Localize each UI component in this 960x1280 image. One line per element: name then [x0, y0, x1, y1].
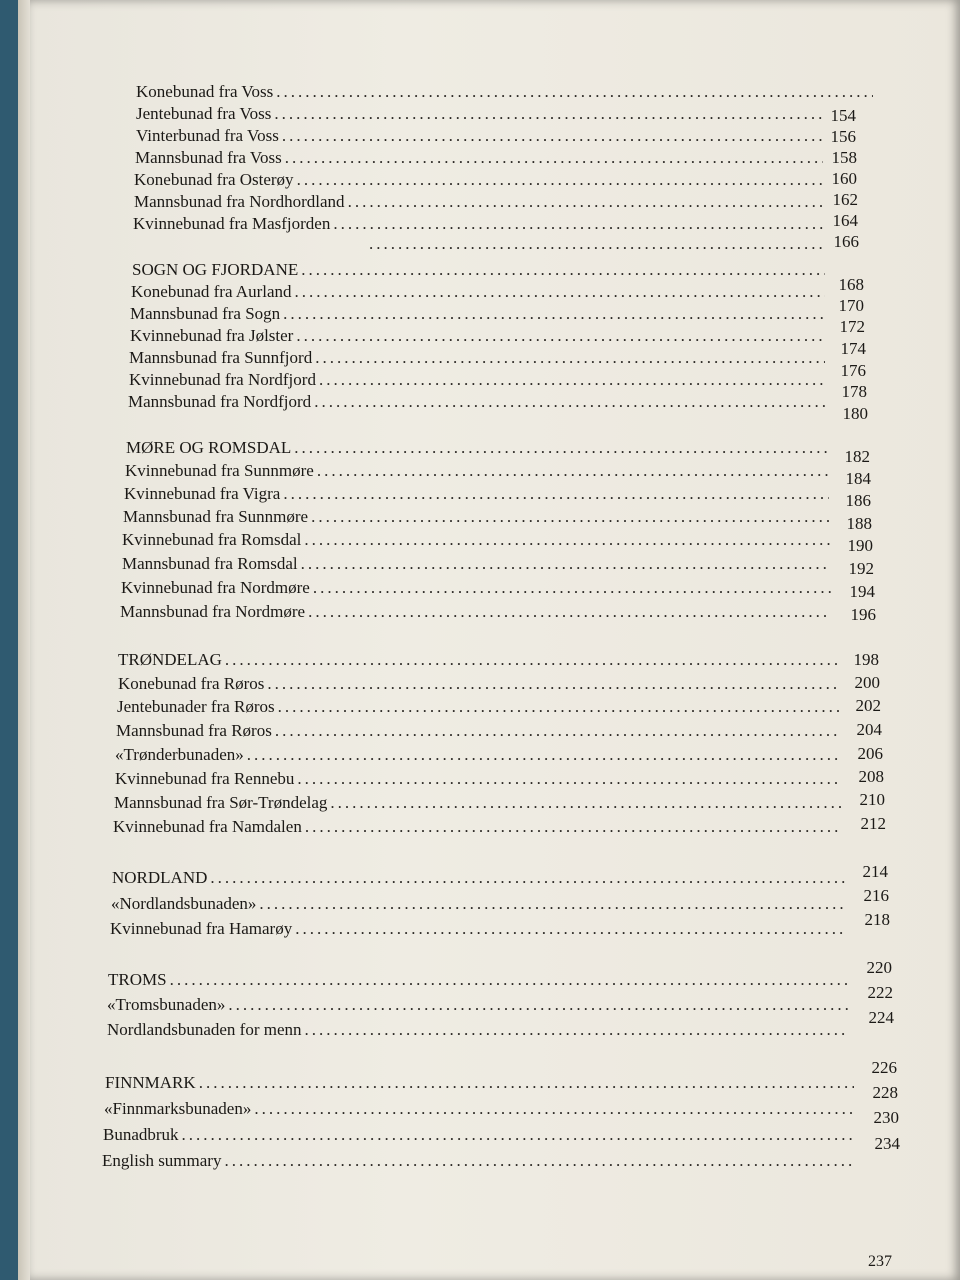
toc-entry-label: Mannsbunad fra Nordhordland	[134, 192, 345, 211]
page-number-ref: 202	[855, 696, 881, 715]
toc-entry-label: Kvinnebunad fra Vigra	[124, 484, 281, 503]
toc-entry	[134, 190, 826, 214]
toc-entry	[102, 1149, 857, 1173]
section-label: TROMS	[108, 970, 167, 989]
page-number-ref: 220	[866, 958, 892, 977]
toc-entry	[135, 146, 826, 170]
page-number-ref: 206	[857, 744, 883, 763]
toc-entry	[131, 280, 828, 304]
dot-leader	[170, 968, 849, 992]
page-number-ref: 174	[840, 339, 866, 358]
toc-entry-label: Vinterbunad fra Voss	[136, 126, 279, 145]
dot-leader	[305, 1018, 849, 1042]
toc-entry	[128, 390, 828, 414]
dot-leader	[247, 743, 840, 767]
dot-leader	[267, 672, 839, 696]
toc-entry-label: Mannsbunad fra Røros	[116, 721, 272, 740]
dot-leader	[305, 815, 841, 839]
toc-entry-label: Konebunad fra Osterøy	[134, 170, 294, 189]
page-number-ref: 228	[872, 1083, 898, 1102]
toc-entry	[125, 459, 832, 483]
page-number-ref: 186	[845, 491, 871, 510]
dot-leader	[283, 482, 829, 506]
page-number-ref: 162	[832, 190, 858, 209]
toc-entry	[114, 791, 844, 815]
toc-entry-label: Mannsbunad fra Sogn	[130, 304, 281, 323]
dot-leader	[275, 719, 839, 743]
page-number-ref: 172	[839, 317, 865, 336]
dot-leader	[295, 280, 825, 304]
toc-section-heading	[112, 866, 848, 890]
toc-entry	[121, 576, 834, 600]
toc-entry	[129, 368, 828, 392]
page-number-ref: 164	[832, 211, 858, 230]
page-number-ref: 198	[853, 650, 879, 669]
toc-section-heading	[132, 258, 828, 282]
dot-leader	[259, 892, 845, 916]
dot-leader	[224, 1149, 854, 1173]
toc-entry	[107, 1018, 852, 1042]
page-number-ref: 208	[858, 767, 884, 786]
toc-entry-label: «Nordlandsbunaden»	[111, 894, 257, 913]
toc-entry	[134, 168, 826, 192]
toc-entry	[116, 719, 842, 743]
page-number-ref: 230	[873, 1108, 899, 1127]
toc-entry	[111, 892, 848, 916]
dot-leader	[278, 695, 839, 719]
toc-entry-label: Konebunad fra Røros	[118, 674, 265, 693]
dot-leader	[276, 80, 873, 104]
toc-entry-label: Jentebunader fra Røros	[117, 697, 275, 716]
page-number-ref: 192	[848, 559, 874, 578]
toc-entry-label: Mannsbunad fra Sør-Trøndelag	[114, 793, 328, 812]
toc-entry	[123, 505, 833, 529]
dot-leader	[319, 368, 825, 392]
toc-entry-label: «Trønderbunaden»	[115, 745, 244, 764]
page-number-ref: 210	[859, 790, 885, 809]
page-number-ref: 188	[846, 514, 872, 533]
section-label: MØRE OG ROMSDAL	[126, 438, 292, 457]
page-number-ref: 226	[871, 1058, 897, 1077]
toc-entry	[113, 815, 844, 839]
page-number-ref: 154	[830, 106, 856, 125]
dot-leader	[282, 124, 823, 148]
toc-entry	[129, 346, 828, 370]
page-number-ref: 170	[838, 296, 864, 315]
dot-leader	[283, 302, 825, 326]
section-label: TRØNDELAG	[118, 650, 222, 669]
dot-leader	[295, 917, 845, 941]
dot-leader	[182, 1123, 854, 1147]
dot-leader	[274, 102, 823, 126]
toc-entry	[103, 1123, 857, 1147]
toc-entry-label: Kvinnebunad fra Jølster	[130, 326, 294, 345]
toc-entry	[115, 743, 843, 767]
toc-entry-label: Mannsbunad fra Romsdal	[122, 554, 298, 573]
toc-entry-label: Mannsbunad fra Sunnfjord	[129, 348, 313, 367]
toc-section-heading	[108, 968, 852, 992]
dot-leader	[285, 146, 823, 170]
toc-section-heading	[126, 436, 832, 460]
toc-entry-label: Mannsbunad fra Voss	[135, 148, 282, 167]
page-number-ref: 160	[831, 169, 857, 188]
page-number-ref: 158	[831, 148, 857, 167]
page-number-ref: 156	[830, 127, 856, 146]
page-folio: 237	[868, 1253, 892, 1270]
page-number-ref: 184	[845, 469, 871, 488]
dot-leader	[294, 436, 829, 460]
toc-entry-label: Jentebunad fra Voss	[136, 104, 272, 123]
section-label: SOGN OG FJORDANE	[132, 260, 299, 279]
page-number-ref: 222	[867, 983, 893, 1002]
page-number-ref: 224	[868, 1008, 894, 1027]
toc-entry-label: English summary	[102, 1151, 222, 1170]
toc-entry-label: Kvinnebunad fra Nordfjord	[129, 370, 316, 389]
dot-leader	[311, 505, 830, 529]
dot-leader	[317, 459, 829, 483]
toc-entry-label: Kvinnebunad fra Nordmøre	[121, 578, 310, 597]
toc-entry	[115, 767, 843, 791]
page-number-ref: 166	[833, 232, 859, 251]
dot-leader	[308, 600, 831, 624]
dot-leader	[314, 390, 825, 414]
page-number-ref: 200	[854, 673, 880, 692]
toc-entry-label: Mannsbunad fra Nordmøre	[120, 602, 306, 621]
toc-entry	[107, 993, 852, 1017]
toc-entry-label: Kvinnebunad fra Masfjorden	[133, 214, 331, 233]
page-number-ref: 204	[856, 720, 882, 739]
toc-entry-label: Mannsbunad fra Nordfjord	[128, 392, 312, 411]
toc-entry-label: Bunadbruk	[103, 1125, 179, 1144]
page-number-ref: 216	[863, 886, 889, 905]
toc-entry-label: Nordlandsbunaden for menn	[107, 1020, 302, 1039]
dot-leader	[315, 346, 825, 370]
section-label: FINNMARK	[105, 1073, 196, 1092]
toc-entry-label: Kvinnebunad fra Rennebu	[115, 769, 295, 788]
toc-entry	[122, 528, 833, 552]
toc-leader-line	[366, 232, 826, 256]
page-number-ref: 178	[841, 382, 867, 401]
section-label: NORDLAND	[112, 868, 208, 887]
dot-leader	[369, 232, 823, 256]
page-number-ref: 180	[842, 404, 868, 423]
page-number-ref: 176	[840, 361, 866, 380]
dot-leader	[297, 767, 840, 791]
dot-leader	[313, 576, 831, 600]
toc-entry	[120, 600, 834, 624]
toc-entry	[136, 102, 826, 126]
dot-leader	[225, 648, 839, 672]
page-number-ref: 182	[844, 447, 870, 466]
toc-entry-label: «Tromsbunaden»	[107, 995, 226, 1014]
dot-leader	[348, 190, 823, 214]
page-number-ref: 168	[838, 275, 864, 294]
toc-entry-label: «Finnmarksbunaden»	[104, 1099, 252, 1118]
toc-entry	[136, 80, 876, 104]
toc-entry	[118, 672, 842, 696]
page-number-ref: 212	[860, 814, 886, 833]
dot-leader	[301, 552, 830, 576]
page-number-ref: 234	[874, 1134, 900, 1153]
dot-leader	[199, 1071, 854, 1095]
toc-entry	[117, 695, 842, 719]
dot-leader	[330, 791, 841, 815]
dot-leader	[254, 1097, 854, 1121]
page-number-ref: 194	[849, 582, 875, 601]
toc-entry	[136, 124, 826, 148]
dot-leader	[210, 866, 845, 890]
dot-leader	[304, 528, 830, 552]
toc-entry-label: Kvinnebunad fra Hamarøy	[110, 919, 293, 938]
toc-section-heading	[105, 1071, 857, 1095]
toc-entry	[130, 302, 828, 326]
toc-entry-label: Kvinnebunad fra Romsdal	[122, 530, 302, 549]
dot-leader	[228, 993, 849, 1017]
toc-entry	[110, 917, 848, 941]
dot-leader	[296, 324, 825, 348]
toc-entry	[130, 324, 828, 348]
dot-leader	[297, 168, 823, 192]
toc-entry-label: Mannsbunad fra Sunnmøre	[123, 507, 309, 526]
page-number-ref: 196	[850, 605, 876, 624]
page-number-ref: 214	[862, 862, 888, 881]
toc-entry	[122, 552, 833, 576]
toc-entry-label: Konebunad fra Aurland	[131, 282, 292, 301]
dot-leader	[301, 258, 825, 282]
page-number-ref: 218	[864, 910, 890, 929]
toc-entry-label: Kvinnebunad fra Namdalen	[113, 817, 302, 836]
toc-entry	[104, 1097, 857, 1121]
toc-entry	[124, 482, 832, 506]
toc-section-heading	[118, 648, 842, 672]
toc-entry-label: Kvinnebunad fra Sunnmøre	[125, 461, 314, 480]
toc-entry-label: Konebunad fra Voss	[136, 82, 274, 101]
page-number-ref: 190	[847, 536, 873, 555]
